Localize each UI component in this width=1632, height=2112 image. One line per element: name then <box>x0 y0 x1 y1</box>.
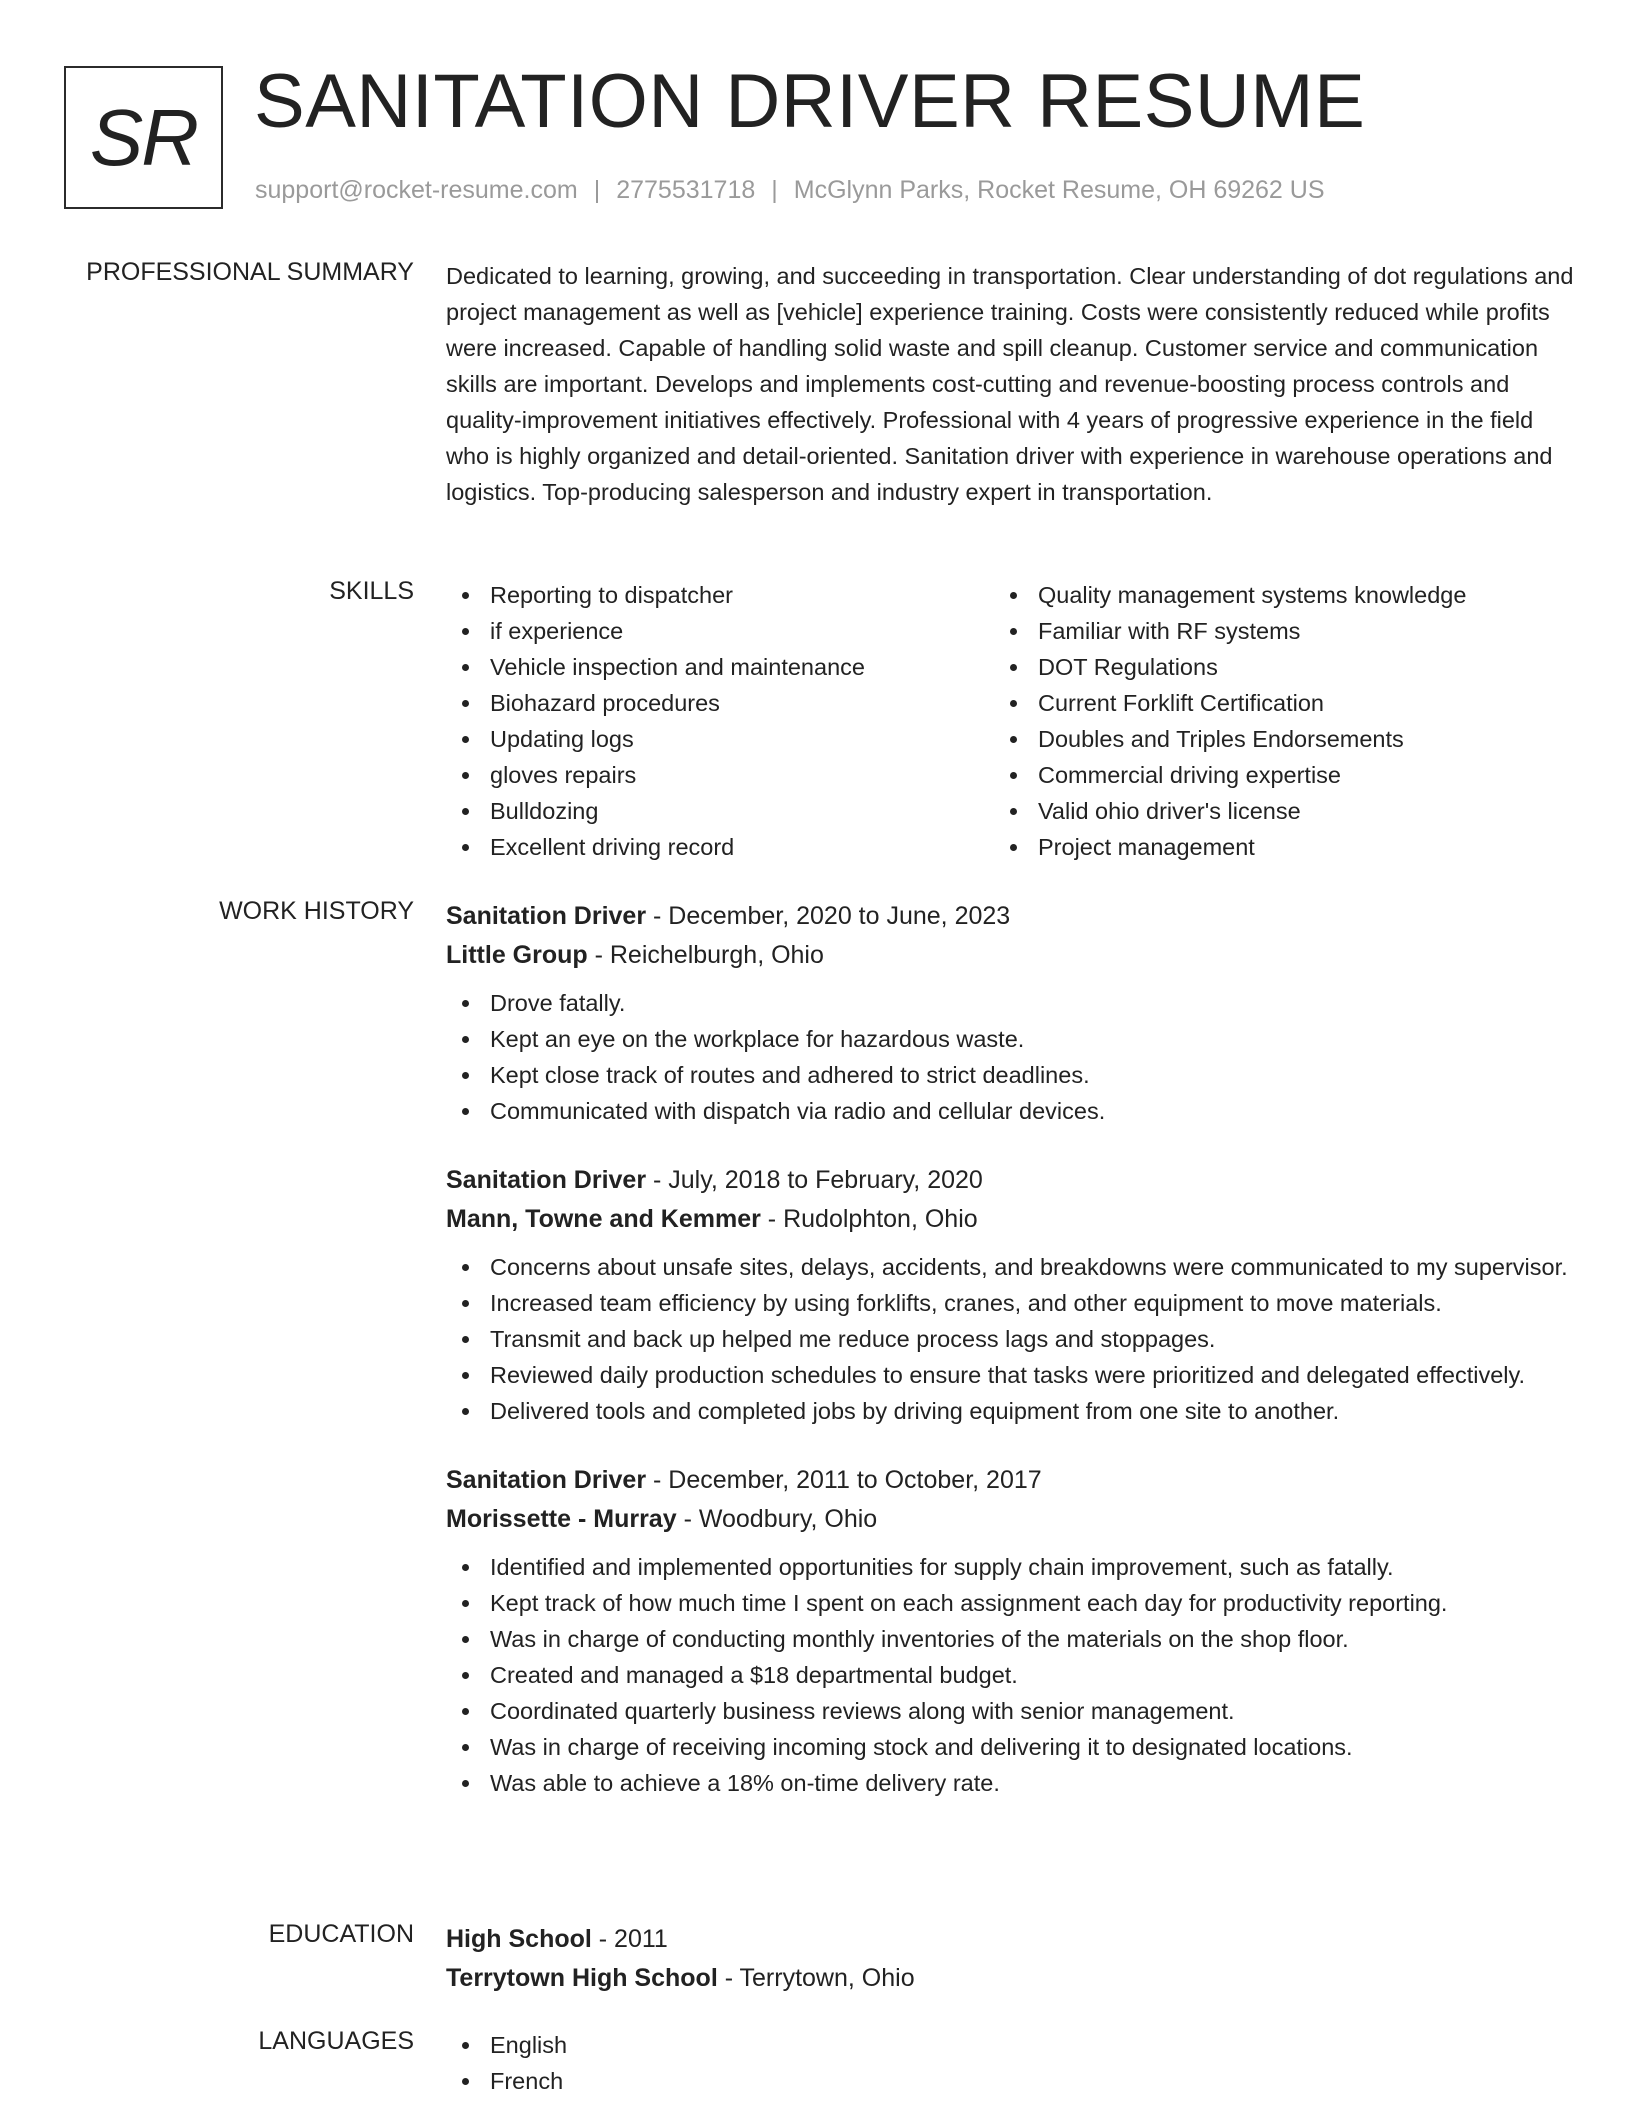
job-duty-item: Communicated with dispatch via radio and cellular devices. <box>446 1093 1576 1129</box>
job-duty-item: Reviewed daily production schedules to ensure that tasks were prioritized and delegated effectively. <box>446 1357 1576 1393</box>
job-dates: - December, 2011 to October, 2017 <box>646 1466 1042 1494</box>
job-title-line <box>446 1161 1576 1199</box>
skill-item: Bulldozing <box>446 793 994 829</box>
language-item: English <box>446 2027 1576 2063</box>
job-dates: - December, 2020 to June, 2023 <box>646 902 1011 930</box>
job-company: Morissette - Murray <box>446 1505 677 1533</box>
education-entry <box>446 1920 1576 2008</box>
job-title: Sanitation Driver <box>446 1466 647 1494</box>
job-location: - Rudolphton, Ohio <box>760 1205 978 1233</box>
contact-email: support@rocket-resume.com <box>255 176 578 204</box>
job-company-line <box>446 1499 1576 1539</box>
skill-item: Current Forklift Certification <box>994 685 1542 721</box>
education-school: Terrytown High School <box>446 1964 718 1992</box>
contact-separator: | <box>771 176 778 204</box>
summary-text: Dedicated to learning, growing, and succeeding in transportation. Clear understanding of dot regulations and project management as well as [vehicle] experience training. Costs were consistently reduced while profits were increased. Capable of handling solid waste and spill cleanup. Customer service and communication skills are important. Develops and implements cost-cutting and revenue-boosting process controls and quality-improvement initiatives effectively. Professional with 4 years of progressive experience in the field who is highly organized and detail-oriented. Sanitation driver with experience in warehouse operations and logistics. Top-producing salesperson and industry expert in transportation. <box>446 263 1574 505</box>
education-degree-line <box>446 1920 1576 1958</box>
skill-item: Doubles and Triples Endorsements <box>994 721 1542 757</box>
job-location: - Woodbury, Ohio <box>676 1505 878 1533</box>
job-entry <box>446 897 1576 1129</box>
skills-list-right <box>994 577 1542 865</box>
job-company: Little Group <box>446 941 588 969</box>
job-duties-list <box>446 1249 1576 1429</box>
job-duty-item: Identified and implemented opportunities for supply chain improvement, such as fatally. <box>446 1549 1576 1585</box>
job-dates: - July, 2018 to February, 2020 <box>646 1166 983 1194</box>
job-title: Sanitation Driver <box>446 902 647 930</box>
job-duty-item: Transmit and back up helped me reduce process lags and stoppages. <box>446 1321 1576 1357</box>
skill-item: if experience <box>446 613 994 649</box>
job-duty-item: Coordinated quarterly business reviews along with senior management. <box>446 1693 1576 1729</box>
job-company: Mann, Towne and Kemmer <box>446 1205 761 1233</box>
job-duty-item: Kept an eye on the workplace for hazardous waste. <box>446 1021 1576 1057</box>
education-year: - 2011 <box>591 1925 668 1953</box>
skill-item: Reporting to dispatcher <box>446 577 994 613</box>
languages-body <box>446 2027 1576 2099</box>
work-history-list <box>446 897 1576 1833</box>
skill-item: DOT Regulations <box>994 649 1542 685</box>
job-duty-item: Was able to achieve a 18% on-time delivery rate. <box>446 1765 1576 1801</box>
skills-grid <box>446 577 1576 865</box>
skill-item: Quality management systems knowledge <box>994 577 1542 613</box>
job-duty-item: Concerns about unsafe sites, delays, accidents, and breakdowns were communicated to my supervisor. <box>446 1249 1576 1285</box>
job-company-line <box>446 935 1576 975</box>
summary-label: PROFESSIONAL SUMMARY <box>86 258 414 286</box>
job-duty-item: Was in charge of conducting monthly inventories of the materials on the shop floor. <box>446 1621 1576 1657</box>
job-duty-item: Delivered tools and completed jobs by driving equipment from one site to another. <box>446 1393 1576 1429</box>
contact-separator: | <box>593 176 601 204</box>
education-label: EDUCATION <box>268 1920 414 1948</box>
languages-list <box>446 2027 1576 2099</box>
contact-address: McGlynn Parks, Rocket Resume, OH 69262 US <box>793 176 1325 204</box>
skill-item: gloves repairs <box>446 757 994 793</box>
resume-title: SANITATION DRIVER RESUME <box>254 59 1366 144</box>
contact-phone: 2775531718 <box>616 176 756 204</box>
languages-label: LANGUAGES <box>258 2027 414 2055</box>
skill-item: Excellent driving record <box>446 829 994 865</box>
skill-item: Vehicle inspection and maintenance <box>446 649 994 685</box>
skill-item: Biohazard procedures <box>446 685 994 721</box>
skill-item: Commercial driving expertise <box>994 757 1542 793</box>
language-item: French <box>446 2063 1576 2099</box>
job-title-line <box>446 897 1576 935</box>
education-school-line <box>446 1958 1576 1998</box>
skills-label: SKILLS <box>329 577 414 605</box>
skill-item: Project management <box>994 829 1542 865</box>
education-degree: High School <box>446 1925 592 1953</box>
work-history-label: WORK HISTORY <box>219 897 414 925</box>
job-duty-item: Created and managed a $18 departmental budget. <box>446 1657 1576 1693</box>
job-duty-item: Kept track of how much time I spent on each assignment each day for productivity reporting. <box>446 1585 1576 1621</box>
skill-item: Familiar with RF systems <box>994 613 1542 649</box>
job-duties-list <box>446 1549 1576 1801</box>
job-entry <box>446 1161 1576 1429</box>
job-company-line <box>446 1199 1576 1239</box>
job-duty-item: Was in charge of receiving incoming stock and delivering it to designated locations. <box>446 1729 1576 1765</box>
monogram-initials: SR <box>89 92 198 182</box>
skill-item: Valid ohio driver's license <box>994 793 1542 829</box>
job-location: - Reichelburgh, Ohio <box>587 941 824 969</box>
job-title-line <box>446 1461 1576 1499</box>
skill-item: Updating logs <box>446 721 994 757</box>
job-duty-item: Increased team efficiency by using forklifts, cranes, and other equipment to move materials. <box>446 1285 1576 1321</box>
job-title: Sanitation Driver <box>446 1166 647 1194</box>
skills-list-left <box>446 577 994 865</box>
job-duties-list <box>446 985 1576 1129</box>
job-duty-item: Drove fatally. <box>446 985 1576 1021</box>
job-duty-item: Kept close track of routes and adhered to strict deadlines. <box>446 1057 1576 1093</box>
contact-line <box>255 176 1325 205</box>
education-location: - Terrytown, Ohio <box>717 1964 915 1992</box>
job-entry <box>446 1461 1576 1801</box>
monogram-box <box>64 66 223 209</box>
